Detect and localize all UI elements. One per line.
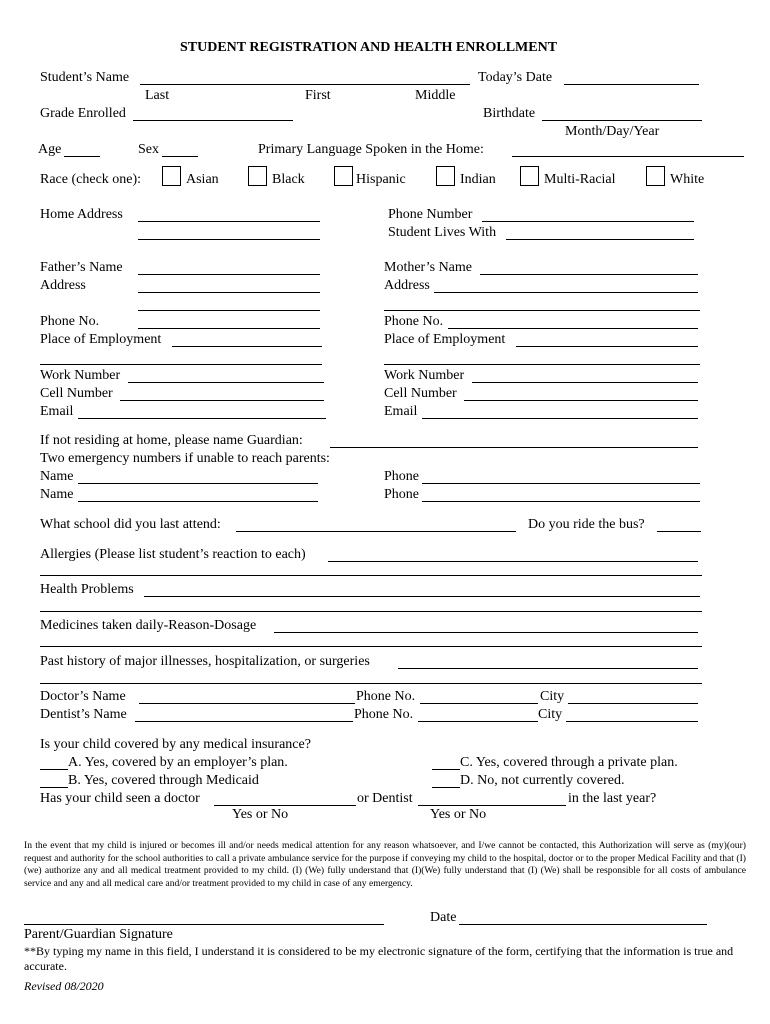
father-name-field[interactable] xyxy=(138,274,320,275)
or-dentist-label: or Dentist xyxy=(357,791,413,806)
phone-number-label: Phone Number xyxy=(388,207,473,222)
history-field-1[interactable] xyxy=(398,668,698,669)
bus-field[interactable] xyxy=(657,531,701,532)
mother-work-label: Work Number xyxy=(384,368,465,383)
race-checkbox-indian[interactable] xyxy=(436,166,455,186)
insurance-question: Is your child covered by any medical insurance? xyxy=(40,737,311,752)
father-address-field-2[interactable] xyxy=(138,310,320,311)
dentist-phone-label: Phone No. xyxy=(354,707,414,722)
race-label: Race (check one): xyxy=(40,172,142,187)
grade-enrolled-label: Grade Enrolled xyxy=(40,106,126,121)
last-hint: Last xyxy=(145,88,170,103)
father-work-label: Work Number xyxy=(40,368,121,383)
father-phone-field[interactable] xyxy=(138,328,320,329)
health-problems-field-2[interactable] xyxy=(40,611,702,612)
revised-date: Revised 08/2020 xyxy=(24,979,104,993)
middle-hint: Middle xyxy=(415,88,456,103)
mother-address-field-1[interactable] xyxy=(434,292,698,293)
student-name-field[interactable] xyxy=(140,84,470,85)
doctor-phone-label: Phone No. xyxy=(356,689,416,704)
race-checkbox-black[interactable] xyxy=(248,166,267,186)
emergency-phone-field-2[interactable] xyxy=(422,501,700,502)
mother-cell-label: Cell Number xyxy=(384,386,457,401)
emergency-name-label-1: Name xyxy=(40,469,74,484)
father-name-label: Father’s Name xyxy=(40,260,123,275)
language-field[interactable] xyxy=(512,156,744,157)
mother-phone-field[interactable] xyxy=(448,328,698,329)
father-employment-field-2[interactable] xyxy=(40,364,322,365)
guardian-label: If not residing at home, please name Guardian: xyxy=(40,433,303,448)
date-label: Date xyxy=(430,910,457,925)
doctor-phone-field[interactable] xyxy=(420,703,538,704)
history-label: Past history of major illnesses, hospitalization, or surgeries xyxy=(40,654,370,669)
mother-work-field[interactable] xyxy=(472,382,698,383)
dentist-city-label: City xyxy=(538,707,563,722)
age-label: Age xyxy=(38,142,62,157)
emergency-name-field-2[interactable] xyxy=(78,501,318,502)
insurance-option-b-blank[interactable] xyxy=(40,787,68,788)
emergency-name-label-2: Name xyxy=(40,487,74,502)
mother-phone-label: Phone No. xyxy=(384,314,444,329)
doctor-name-field[interactable] xyxy=(139,703,355,704)
lives-with-label: Student Lives With xyxy=(388,225,497,240)
father-address-label: Address xyxy=(40,278,86,293)
mother-email-field[interactable] xyxy=(422,418,698,419)
mother-name-field[interactable] xyxy=(480,274,698,275)
guardian-field[interactable] xyxy=(330,447,698,448)
first-hint: First xyxy=(305,88,331,103)
race-option-white: White xyxy=(670,172,705,187)
last-school-label: What school did you last attend: xyxy=(40,517,221,532)
birthdate-field[interactable] xyxy=(542,120,702,121)
signature-field[interactable] xyxy=(24,924,384,925)
insurance-option-c-blank[interactable] xyxy=(432,769,460,770)
allergies-field-1[interactable] xyxy=(328,561,698,562)
language-label: Primary Language Spoken in the Home: xyxy=(258,142,484,157)
phone-number-field[interactable] xyxy=(482,221,694,222)
dentist-city-field[interactable] xyxy=(566,721,698,722)
date-field[interactable] xyxy=(459,924,707,925)
todays-date-label: Today’s Date xyxy=(478,70,553,85)
seen-dentist-field[interactable] xyxy=(418,805,566,806)
page-title: STUDENT REGISTRATION AND HEALTH ENROLLMENT xyxy=(180,40,558,55)
emergency-label: Two emergency numbers if unable to reach parents: xyxy=(40,451,330,466)
mother-cell-field[interactable] xyxy=(464,400,698,401)
yes-no-hint-doctor: Yes or No xyxy=(232,807,289,822)
birthdate-hint: Month/Day/Year xyxy=(565,124,660,139)
mother-email-label: Email xyxy=(384,404,418,419)
dentist-phone-field[interactable] xyxy=(418,721,538,722)
home-address-field-2[interactable] xyxy=(138,239,320,240)
father-work-field[interactable] xyxy=(128,382,324,383)
home-address-field-1[interactable] xyxy=(138,221,320,222)
health-problems-label: Health Problems xyxy=(40,582,134,597)
race-option-hispanic: Hispanic xyxy=(356,172,406,187)
allergies-field-2[interactable] xyxy=(40,575,702,576)
emergency-phone-label-1: Phone xyxy=(384,469,419,484)
insurance-option-b: B. Yes, covered through Medicaid xyxy=(68,773,259,788)
father-email-field[interactable] xyxy=(78,418,326,419)
doctor-city-field[interactable] xyxy=(568,703,698,704)
sex-field[interactable] xyxy=(162,156,198,157)
lives-with-field[interactable] xyxy=(506,239,694,240)
father-address-field-1[interactable] xyxy=(138,292,320,293)
dentist-name-label: Dentist’s Name xyxy=(40,707,127,722)
insurance-option-c: C. Yes, covered through a private plan. xyxy=(460,755,678,770)
allergies-label: Allergies (Please list student’s reaction to each) xyxy=(40,547,306,562)
father-email-label: Email xyxy=(40,404,74,419)
race-checkbox-multiracial[interactable] xyxy=(520,166,539,186)
electronic-signature-note: **By typing my name in this field, I understand it is considered to be my electronic signature of the form, certifying that the information is true and accurate. xyxy=(24,944,734,973)
mother-address-label: Address xyxy=(384,278,430,293)
race-option-asian: Asian xyxy=(186,172,219,187)
insurance-option-d-blank[interactable] xyxy=(432,787,460,788)
history-field-2[interactable] xyxy=(40,683,702,684)
bus-label: Do you ride the bus? xyxy=(528,517,645,532)
mother-name-label: Mother’s Name xyxy=(384,260,472,275)
signature-label: Parent/Guardian Signature xyxy=(24,927,173,942)
dentist-name-field[interactable] xyxy=(135,721,353,722)
medicines-field-2[interactable] xyxy=(40,646,702,647)
yes-no-hint-dentist: Yes or No xyxy=(430,807,487,822)
todays-date-field[interactable] xyxy=(564,84,699,85)
health-problems-field-1[interactable] xyxy=(144,596,700,597)
father-cell-field[interactable] xyxy=(120,400,324,401)
emergency-phone-field-1[interactable] xyxy=(422,483,700,484)
father-employment-field[interactable] xyxy=(172,346,322,347)
race-option-black: Black xyxy=(272,172,305,187)
doctor-city-label: City xyxy=(540,689,565,704)
mother-employment-label: Place of Employment xyxy=(384,332,506,347)
birthdate-label: Birthdate xyxy=(483,106,536,121)
home-address-label: Home Address xyxy=(40,207,123,222)
race-checkbox-asian[interactable] xyxy=(162,166,181,186)
emergency-phone-label-2: Phone xyxy=(384,487,419,502)
grade-enrolled-field[interactable] xyxy=(133,120,293,121)
mother-employment-field-2[interactable] xyxy=(384,364,700,365)
doctor-name-label: Doctor’s Name xyxy=(40,689,126,704)
insurance-option-d: D. No, not currently covered. xyxy=(460,773,625,788)
authorization-text: In the event that my child is injured or becomes ill and/or needs medical attention for any reason whatsoever, and I/we cannot be contacted, this Authorization will serve as (my)(our) request and authority for the school authorities to call a private ambulance service for the purpose if conveying my child to the hospital, doctor or to the proper Medical Facility and that (I) (we) authorize any and all medical treatment provided to my child. (I) (We) fully understand that (I)(We) fully understand that (I) (We) shall be responsible for all costs of ambulance service and any and all medical care and/or treatment provided to my child in case of any emergency. xyxy=(24,840,746,889)
race-checkbox-white[interactable] xyxy=(646,166,665,186)
student-name-label: Student’s Name xyxy=(40,70,130,85)
race-checkbox-hispanic[interactable] xyxy=(334,166,353,186)
insurance-option-a-blank[interactable] xyxy=(40,769,68,770)
medicines-field-1[interactable] xyxy=(274,632,698,633)
insurance-option-a: A. Yes, covered by an employer’s plan. xyxy=(68,755,288,770)
seen-doctor-label: Has your child seen a doctor xyxy=(40,791,200,806)
mother-employment-field[interactable] xyxy=(516,346,698,347)
sex-label: Sex xyxy=(138,142,159,157)
emergency-name-field-1[interactable] xyxy=(78,483,318,484)
race-option-indian: Indian xyxy=(460,172,496,187)
father-cell-label: Cell Number xyxy=(40,386,113,401)
father-employment-label: Place of Employment xyxy=(40,332,162,347)
age-field[interactable] xyxy=(64,156,100,157)
seen-doctor-field[interactable] xyxy=(214,805,356,806)
race-option-multiracial: Multi-Racial xyxy=(544,172,616,187)
medicines-label: Medicines taken daily-Reason-Dosage xyxy=(40,618,257,633)
father-phone-label: Phone No. xyxy=(40,314,100,329)
last-year-label: in the last year? xyxy=(568,791,657,806)
mother-address-field-2[interactable] xyxy=(384,310,700,311)
last-school-field[interactable] xyxy=(236,531,516,532)
